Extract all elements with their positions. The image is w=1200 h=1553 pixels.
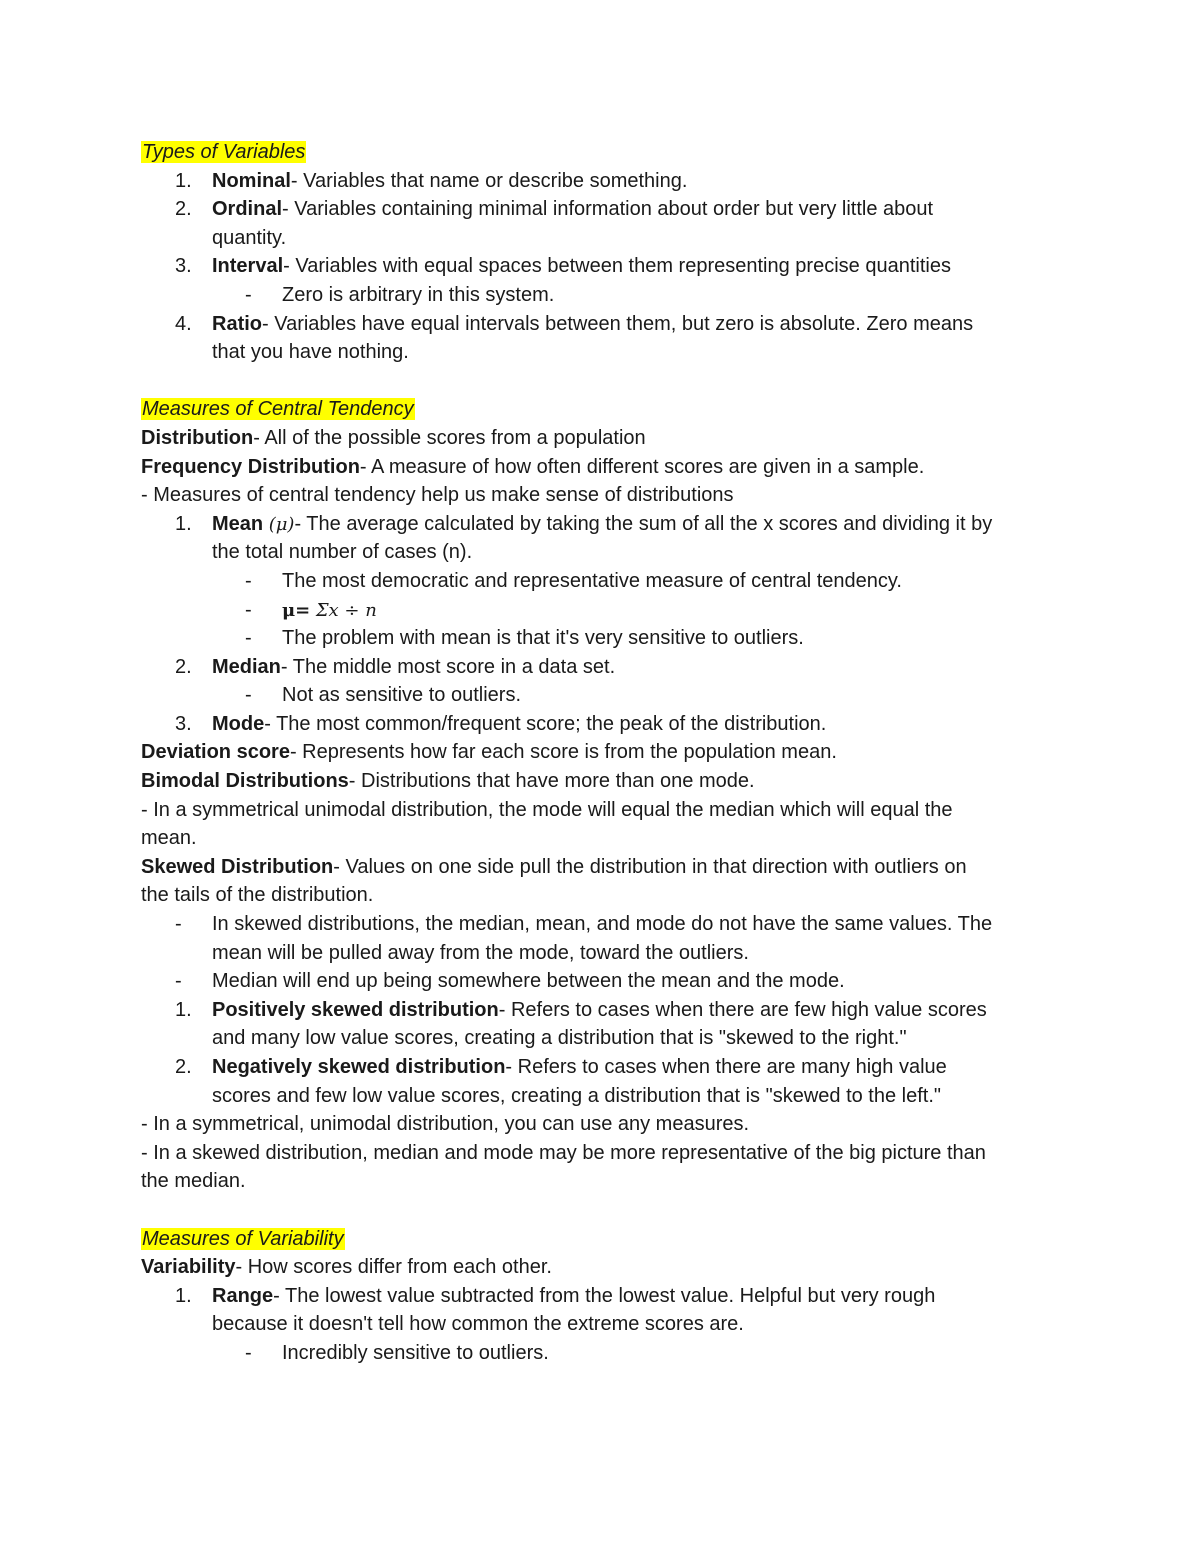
list-item-range-cont: because it doesn't tell how common the extreme scores are. xyxy=(212,1313,744,1336)
section-heading-central-tendency: Measures of Central Tendency xyxy=(142,398,414,421)
note-central-tendency: - Measures of central tendency help us make sense of distributions xyxy=(141,484,734,507)
sub-item-mean-democratic: - The most democratic and representative measure of central tendency. xyxy=(245,569,902,592)
def-skewed: Skewed Distribution- Values on one side pull the distribution in that direction with outliers on xyxy=(141,855,967,878)
section-heading-types: Types of Variables xyxy=(142,141,306,163)
note-skewed-measures: - In a skewed distribution, median and mode may be more representative of the big picture than xyxy=(141,1141,986,1164)
def-bimodal: Bimodal Distributions- Distributions that have more than one mode. xyxy=(141,770,755,793)
list-item-interval: 3. Interval- Variables with equal spaces between them representing precise quantities xyxy=(175,255,951,278)
def-distribution: Distribution- All of the possible scores from a population xyxy=(141,426,646,449)
sub-item-interval-zero: - Zero is arbitrary in this system. xyxy=(245,283,555,306)
note-symmetrical-cont: mean. xyxy=(141,827,197,850)
list-item-negative-skew-cont: scores and few low value scores, creating a distribution that is "skewed to the left." xyxy=(212,1084,942,1107)
list-item-ratio-cont: that you have nothing. xyxy=(212,341,409,364)
document-page xyxy=(141,138,1061,1368)
note-symmetrical: - In a symmetrical unimodal distribution, the mode will equal the median which will equal the xyxy=(141,798,953,821)
sub-item-skewed-values: - In skewed distributions, the median, mean, and mode do not have the same values. The xyxy=(175,913,993,936)
list-item-nominal: 1. Nominal- Variables that name or describe something. xyxy=(175,169,688,192)
sub-item-skewed-values-cont: mean will be pulled away from the mode, toward the outliers. xyxy=(212,941,749,964)
list-item-range: 1. Range- The lowest value subtracted from the lowest value. Helpful but very rough xyxy=(175,1284,936,1307)
list-item-positive-skew: 1. Positively skewed distribution- Refers to cases when there are few high value scores xyxy=(175,998,987,1021)
note-symmetrical-measures: - In a symmetrical, unimodal distribution, you can use any measures. xyxy=(141,1113,750,1136)
sub-item-range-outliers: - Incredibly sensitive to outliers. xyxy=(245,1341,549,1364)
list-item-negative-skew: 2. Negatively skewed distribution- Refers to cases when there are many high value xyxy=(175,1056,947,1078)
list-item-ordinal-cont: quantity. xyxy=(212,226,287,249)
list-item-ratio: 4. Ratio- Variables have equal intervals between them, but zero is absolute. Zero means xyxy=(175,312,974,335)
sub-item-mean-outliers: - The problem with mean is that it's very sensitive to outliers. xyxy=(245,627,804,650)
list-item-positive-skew-cont: and many low value scores, creating a distribution that is "skewed to the right." xyxy=(212,1027,907,1050)
list-item-mode: 3. Mode- The most common/frequent score; the peak of the distribution. xyxy=(175,712,827,735)
note-skewed-measures-cont: the median. xyxy=(141,1170,246,1193)
list-item-mean: 1. Mean (𝜇)- The average calculated by taking the sum of all the x scores and dividing it by xyxy=(175,512,993,535)
def-variability: Variability- How scores differ from each other. xyxy=(141,1256,552,1279)
list-item-ordinal: 2. Ordinal- Variables containing minimal information about order but very little about xyxy=(175,198,934,221)
def-frequency-distribution: Frequency Distribution- A measure of how often different scores are given in a sample. xyxy=(141,455,925,478)
sub-item-mean-formula: - μ= Σ𝑥 ÷ 𝑛 xyxy=(245,598,377,621)
sub-item-skewed-median: - Median will end up being somewhere between the mean and the mode. xyxy=(175,970,845,993)
def-skewed-cont: the tails of the distribution. xyxy=(141,884,374,907)
def-deviation-score: Deviation score- Represents how far each score is from the population mean. xyxy=(141,741,837,764)
section-heading-variability: Measures of Variability xyxy=(142,1227,344,1250)
sub-item-median-outliers: - Not as sensitive to outliers. xyxy=(245,684,521,707)
list-item-median: 2. Median- The middle most score in a data set. xyxy=(175,655,616,678)
list-item-mean-cont: the total number of cases (n). xyxy=(212,541,473,564)
